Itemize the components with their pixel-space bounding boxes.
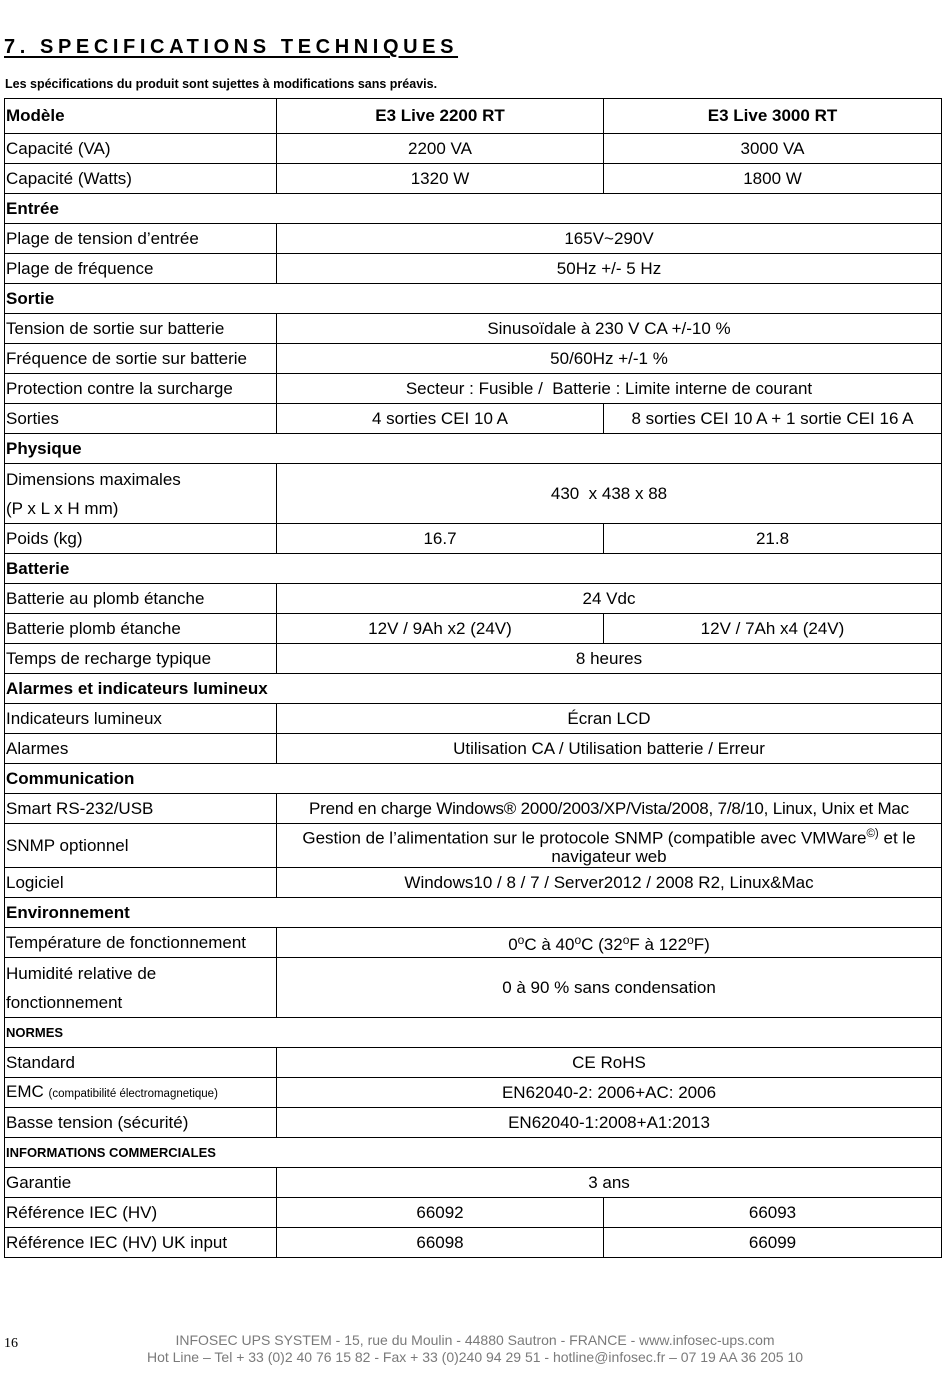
table-row — [5, 1048, 942, 1078]
table-row — [5, 958, 942, 1018]
row-label: Alarmes — [5, 734, 277, 764]
temp-text: C (32 — [581, 935, 623, 954]
section-heading-sortie: Sortie — [5, 284, 942, 314]
row-value-2200: 66098 — [277, 1228, 604, 1258]
row-label: Basse tension (sécurité) — [5, 1108, 277, 1138]
table-row — [5, 224, 942, 254]
table-row — [5, 344, 942, 374]
table-row — [5, 404, 942, 434]
row-value: Utilisation CA / Utilisation batterie / Erreur — [277, 734, 942, 764]
section-heading-communication: Communication — [5, 764, 942, 794]
table-header-row — [5, 99, 942, 134]
section-row — [5, 284, 942, 314]
row-value: 430 x 438 x 88 — [277, 464, 942, 524]
row-value-3000: 21.8 — [604, 524, 942, 554]
header-model-2200: E3 Live 2200 RT — [277, 99, 604, 134]
row-value: Secteur : Fusible / Batterie : Limite interne de courant — [277, 374, 942, 404]
section-heading-entree: Entrée — [5, 194, 942, 224]
section-row — [5, 434, 942, 464]
row-label: Référence IEC (HV) UK input — [5, 1228, 277, 1258]
table-row — [5, 374, 942, 404]
row-value-3000: 1800 W — [604, 164, 942, 194]
section-heading-commercial: INFORMATIONS COMMERCIALES — [5, 1138, 942, 1168]
table-row — [5, 524, 942, 554]
row-value: Écran LCD — [277, 704, 942, 734]
row-label: Fréquence de sortie sur batterie — [5, 344, 277, 374]
row-label: Temps de recharge typique — [5, 644, 277, 674]
row-value: EN62040-2: 2006+AC: 2006 — [277, 1078, 942, 1108]
section-row — [5, 554, 942, 584]
disclaimer-note: Les spécifications du produit sont sujettes à modifications sans préavis. — [5, 77, 438, 91]
emc-label-detail: (compatibilité électromagnetique) — [48, 1087, 218, 1100]
row-value-2200: 1320 W — [277, 164, 604, 194]
row-value: EN62040-1:2008+A1:2013 — [277, 1108, 942, 1138]
row-value: Windows10 / 8 / 7 / Server2012 / 2008 R2, Linux&Mac — [277, 868, 942, 898]
section-row — [5, 1138, 942, 1168]
table-row — [5, 734, 942, 764]
row-label-line1: Humidité relative de — [6, 963, 157, 983]
row-value-3000: 3000 VA — [604, 134, 942, 164]
degree-sign: o — [574, 933, 582, 947]
row-value: 165V~290V — [277, 224, 942, 254]
row-label: Batterie au plomb étanche — [5, 584, 277, 614]
section-row — [5, 194, 942, 224]
table-row — [5, 1078, 942, 1108]
copyright-mark: ©) — [866, 827, 879, 840]
row-label-line2: fonctionnement — [6, 992, 123, 1012]
row-label: Référence IEC (HV) — [5, 1198, 277, 1228]
page-title: 7. SPECIFICATIONS TECHNIQUES — [4, 36, 459, 58]
row-value-2200: 4 sorties CEI 10 A — [277, 404, 604, 434]
table-row — [5, 164, 942, 194]
table-row — [5, 794, 942, 824]
row-value-2200: 66092 — [277, 1198, 604, 1228]
specifications-table — [4, 98, 942, 1258]
row-value-3000: 12V / 7Ah x4 (24V) — [604, 614, 942, 644]
row-label: Poids (kg) — [5, 524, 277, 554]
snmp-text-part2: et le navigateur web — [551, 828, 916, 867]
row-value: 0 à 90 % sans condensation — [277, 958, 942, 1018]
table-row — [5, 584, 942, 614]
row-value-2200: 16.7 — [277, 524, 604, 554]
row-label — [5, 464, 277, 524]
degree-sign: o — [687, 933, 694, 947]
row-label: Smart RS-232/USB — [5, 794, 277, 824]
table-row — [5, 644, 942, 674]
section-row — [5, 674, 942, 704]
table-row — [5, 928, 942, 958]
table-row — [5, 1108, 942, 1138]
table-row — [5, 704, 942, 734]
row-label: Plage de fréquence — [5, 254, 277, 284]
row-value-3000: 66099 — [604, 1228, 942, 1258]
section-row — [5, 898, 942, 928]
row-value: 50/60Hz +/-1 % — [277, 344, 942, 374]
row-label: Plage de tension d’entrée — [5, 224, 277, 254]
section-heading-alarmes: Alarmes et indicateurs lumineux — [5, 674, 942, 704]
row-value — [277, 824, 942, 868]
row-value — [277, 928, 942, 958]
row-label: Tension de sortie sur batterie — [5, 314, 277, 344]
row-label: SNMP optionnel — [5, 824, 277, 868]
table-row — [5, 134, 942, 164]
row-label: Protection contre la surcharge — [5, 374, 277, 404]
table-row — [5, 824, 942, 868]
table-row — [5, 314, 942, 344]
row-label: Batterie plomb étanche — [5, 614, 277, 644]
table-row — [5, 1168, 942, 1198]
degree-sign: o — [517, 933, 525, 947]
row-label: Indicateurs lumineux — [5, 704, 277, 734]
row-label: Sorties — [5, 404, 277, 434]
section-heading-environnement: Environnement — [5, 898, 942, 928]
section-row — [5, 764, 942, 794]
footer-address: INFOSEC UPS SYSTEM - 15, rue du Moulin - 44880 Sautron - FRANCE - www.infosec-ups.com — [175, 1332, 775, 1348]
row-label: Logiciel — [5, 868, 277, 898]
row-value: CE RoHS — [277, 1048, 942, 1078]
footer-hotline: Hot Line – Tel + 33 (0)2 40 76 15 82 - Fax + 33 (0)240 94 29 51 - hotline@infosec.fr – 07 19 AA 36 205 10 — [146, 1349, 804, 1365]
row-label-line2: (P x L x H mm) — [6, 498, 119, 518]
page-number: 16 — [4, 1336, 18, 1351]
temp-text: F à 122 — [629, 935, 688, 954]
row-label-line1: Dimensions maximales — [6, 469, 181, 489]
row-value-2200: 12V / 9Ah x2 (24V) — [277, 614, 604, 644]
section-heading-physique: Physique — [5, 434, 942, 464]
emc-label: EMC — [6, 1081, 44, 1101]
row-label: Capacité (Watts) — [5, 164, 277, 194]
section-row — [5, 1018, 942, 1048]
row-value-3000: 66093 — [604, 1198, 942, 1228]
section-heading-batterie: Batterie — [5, 554, 942, 584]
row-label — [5, 1078, 277, 1108]
table-row — [5, 868, 942, 898]
row-label — [5, 958, 277, 1018]
table-row — [5, 1228, 942, 1258]
row-value: 50Hz +/- 5 Hz — [277, 254, 942, 284]
temp-text: F) — [693, 935, 710, 954]
row-value-2200: 2200 VA — [277, 134, 604, 164]
temp-min-c: 0 — [508, 935, 518, 954]
section-heading-normes: NORMES — [5, 1018, 942, 1048]
row-label: Standard — [5, 1048, 277, 1078]
row-label: Température de fonctionnement — [5, 928, 277, 958]
table-row — [5, 614, 942, 644]
table-row — [5, 1198, 942, 1228]
row-value-3000: 8 sorties CEI 10 A + 1 sortie CEI 16 A — [604, 404, 942, 434]
temp-text: C à 40 — [524, 935, 575, 954]
table-row — [5, 254, 942, 284]
row-value: 8 heures — [277, 644, 942, 674]
snmp-text-part1: Gestion de l’alimentation sur le protocole SNMP (compatible avec VMWare — [302, 828, 867, 848]
degree-sign: o — [622, 933, 630, 947]
row-value: Prend en charge Windows® 2000/2003/XP/Vista/2008, 7/8/10, Linux, Unix et Mac — [277, 794, 942, 824]
header-label: Modèle — [5, 99, 277, 134]
row-value: 24 Vdc — [277, 584, 942, 614]
row-value: Sinusoïdale à 230 V CA +/-10 % — [277, 314, 942, 344]
row-value: 3 ans — [277, 1168, 942, 1198]
table-row — [5, 464, 942, 524]
header-model-3000: E3 Live 3000 RT — [604, 99, 942, 134]
row-label: Capacité (VA) — [5, 134, 277, 164]
row-label: Garantie — [5, 1168, 277, 1198]
